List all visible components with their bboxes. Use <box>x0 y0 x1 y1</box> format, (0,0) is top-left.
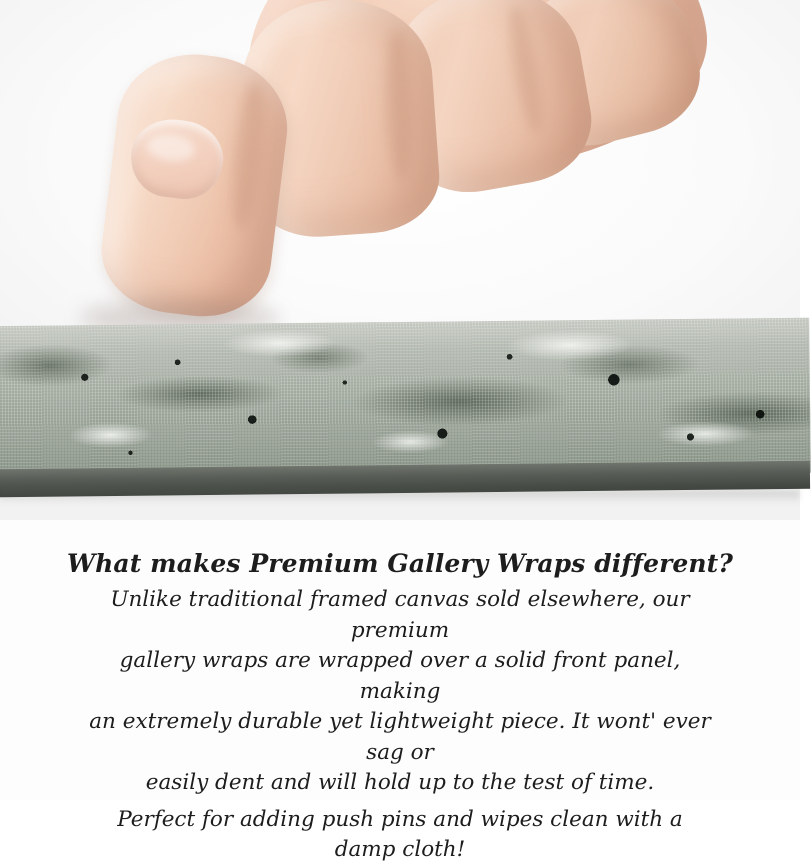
canvas-drop-shadow <box>0 490 800 504</box>
canvas-printed-face <box>0 318 811 482</box>
caption-last-line: Perfect for adding push pins and wipes clean with a damp cloth! <box>117 806 683 863</box>
caption-line: gallery wraps are wrapped over a solid front panel, making <box>119 648 681 704</box>
canvas-edge-strip <box>0 322 800 502</box>
caption-line: easily dent and will hold up to the test of time. <box>145 770 655 796</box>
caption-block <box>0 548 800 866</box>
canvas-speckles <box>0 318 811 482</box>
caption-body <box>0 585 800 866</box>
caption-heading: What makes Premium Gallery Wraps different? <box>66 549 734 578</box>
caption-line: an extremely durable yet lightweight piece. It wont' ever sag or <box>89 709 711 765</box>
caption-line: Unlike traditional framed canvas sold elsewhere, our premium <box>110 587 690 643</box>
